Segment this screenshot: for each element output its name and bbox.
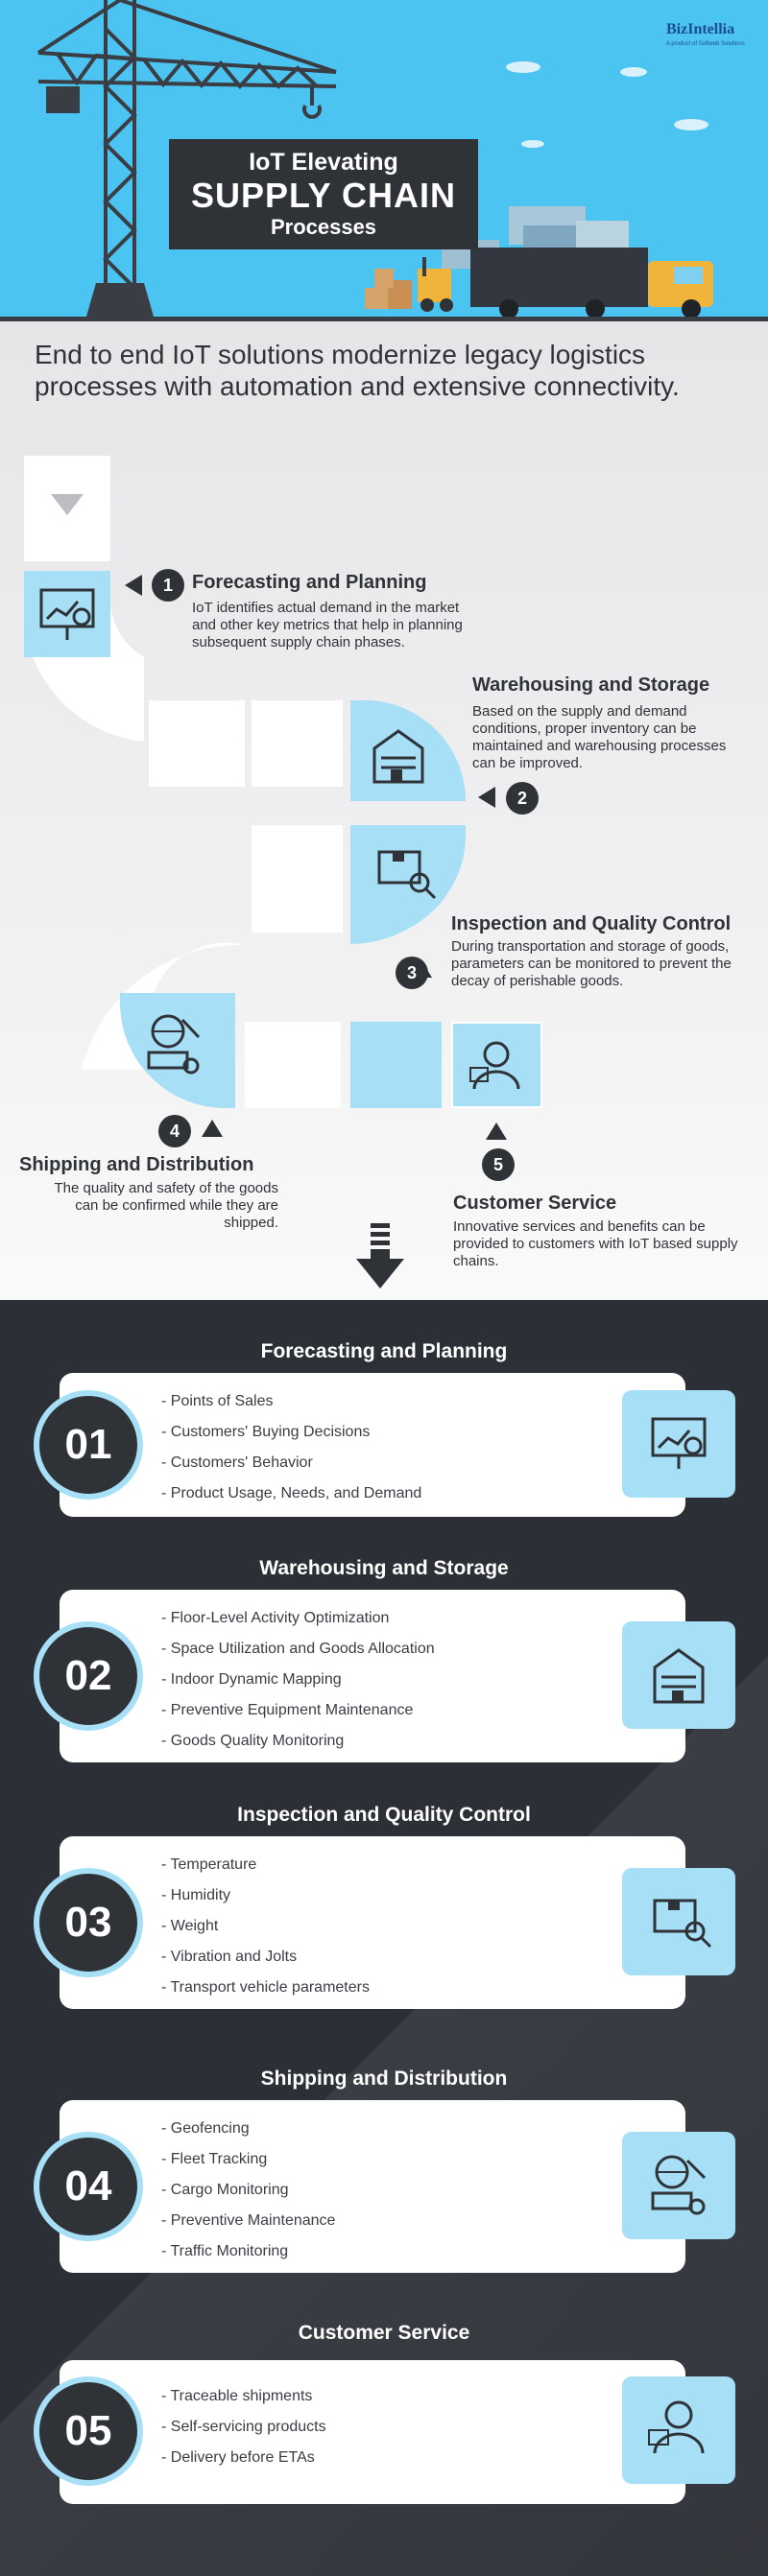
list-item: - Preventive Maintenance (161, 2212, 336, 2229)
hero-title-line3: Processes (270, 215, 377, 239)
list-item: - Floor-Level Activity Optimization (161, 1610, 390, 1626)
hero-title-box (169, 139, 478, 249)
list-item: - Temperature (161, 1856, 257, 1873)
forecast-chart-icon (622, 1390, 735, 1498)
step-1-desc: IoT identifies actual demand in the market and other key metrics that help in planning subsequent supply chain phases. (192, 600, 463, 650)
step-1-badge: 1 (152, 569, 184, 602)
start-tile (24, 456, 110, 561)
section-1-card (60, 1373, 685, 1517)
step-2-desc: Based on the supply and demand conditions, proper inventory can be maintained and warehousing processes can be improved. (472, 703, 727, 771)
section-5-title: Customer Service (298, 2322, 470, 2344)
list-item: - Goods Quality Monitoring (161, 1733, 345, 1749)
list-item: - Geofencing (161, 2120, 250, 2137)
step-5-desc: Innovative services and benefits can be provided to customers with IoT based supply chains. (453, 1218, 738, 1269)
step-4-desc: The quality and safety of the goods can be confirmed while they are shipped. (54, 1180, 278, 1231)
section-3-number: 03 (34, 1868, 143, 1977)
list-item: - Customers' Buying Decisions (161, 1424, 371, 1440)
step-3-title: Inspection and Quality Control (451, 913, 732, 934)
path-tile (245, 1022, 341, 1108)
list-item: - Fleet Tracking (161, 2151, 268, 2167)
details-section (0, 1300, 768, 2576)
inspection-box-icon (622, 1868, 735, 1975)
down-arrow-icon (353, 1223, 411, 1310)
step-3-desc: During transportation and storage of goods, parameters can be monitored to prevent the decay of perishable goods. (451, 938, 732, 989)
section-2-list (161, 1603, 435, 1757)
hero-title-line2: SUPPLY CHAIN (190, 176, 457, 215)
step-5-title: Customer Service (453, 1193, 617, 1214)
path-tile (252, 700, 343, 787)
list-item: - Product Usage, Needs, and Demand (161, 1485, 422, 1501)
list-item: - Space Utilization and Goods Allocation (161, 1641, 435, 1657)
section-1-title: Forecasting and Planning (260, 1340, 508, 1362)
list-item: - Weight (161, 1918, 219, 1934)
brand-logo: BizIntellia (666, 21, 735, 37)
step-1-arrow (125, 575, 142, 596)
section-2-number: 02 (34, 1621, 143, 1731)
intro-text: End to end IoT solutions modernize legacy logistics processes with automation and extensive connectivity. (35, 340, 680, 401)
section-4-title: Shipping and Distribution (260, 2068, 508, 2090)
path-tile (350, 1022, 442, 1108)
list-item: - Preventive Equipment Maintenance (161, 1702, 414, 1718)
shipping-globe-icon (622, 2132, 735, 2239)
step-4-title: Shipping and Distribution (19, 1154, 254, 1175)
section-5-list (161, 2381, 326, 2473)
warehouse-icon (350, 700, 466, 801)
inspection-box-icon (350, 825, 466, 940)
warehouse-icon (622, 1621, 735, 1729)
customer-service-icon (622, 2376, 735, 2484)
list-item: - Cargo Monitoring (161, 2182, 289, 2198)
list-item: - Self-servicing products (161, 2419, 326, 2435)
step-1-title: Forecasting and Planning (192, 572, 427, 593)
step-4-arrow (202, 1120, 223, 1137)
step-3-badge: 3 (396, 957, 428, 989)
list-item: - Customers' Behavior (161, 1454, 313, 1471)
section-4-number: 04 (34, 2132, 143, 2241)
list-item: - Points of Sales (161, 1393, 274, 1409)
step-2-title: Warehousing and Storage (472, 674, 710, 696)
section-4-list (161, 2114, 335, 2267)
hero-banner (0, 0, 768, 321)
customer-service-icon (451, 1022, 542, 1108)
step-4-badge: 4 (158, 1115, 191, 1147)
section-4-card (60, 2100, 685, 2273)
list-item: - Transport vehicle parameters (161, 1979, 370, 1996)
section-1-number: 01 (34, 1390, 143, 1500)
section-2-card (60, 1590, 685, 1762)
step-2-arrow (478, 787, 495, 808)
list-item: - Traceable shipments (161, 2388, 313, 2404)
list-item: - Vibration and Jolts (161, 1949, 298, 1965)
process-roadmap (0, 321, 768, 1300)
shipping-globe-icon (120, 993, 235, 1108)
hero-title-line1: IoT Elevating (249, 149, 398, 176)
section-1-list (161, 1386, 421, 1509)
list-item: - Humidity (161, 1887, 231, 1903)
list-item: - Indoor Dynamic Mapping (161, 1671, 342, 1688)
section-3-list (161, 1850, 370, 2003)
list-item: - Delivery before ETAs (161, 2449, 315, 2466)
step-5-arrow (486, 1123, 507, 1140)
section-5-number: 05 (34, 2376, 143, 2486)
roadmap-path (0, 321, 768, 1300)
section-5-card (60, 2360, 685, 2504)
section-3-title: Inspection and Quality Control (237, 1804, 531, 1826)
list-item: - Traffic Monitoring (161, 2243, 289, 2259)
path-tile (252, 825, 343, 933)
brand-tagline: A product of Softweb Solutions (666, 41, 745, 47)
section-3-card (60, 1836, 685, 2009)
section-2-title: Warehousing and Storage (259, 1557, 509, 1579)
step-5-badge: 5 (482, 1148, 515, 1181)
step-2-badge: 2 (506, 782, 539, 815)
forecast-chart-icon (24, 571, 110, 657)
path-tile (149, 700, 245, 787)
